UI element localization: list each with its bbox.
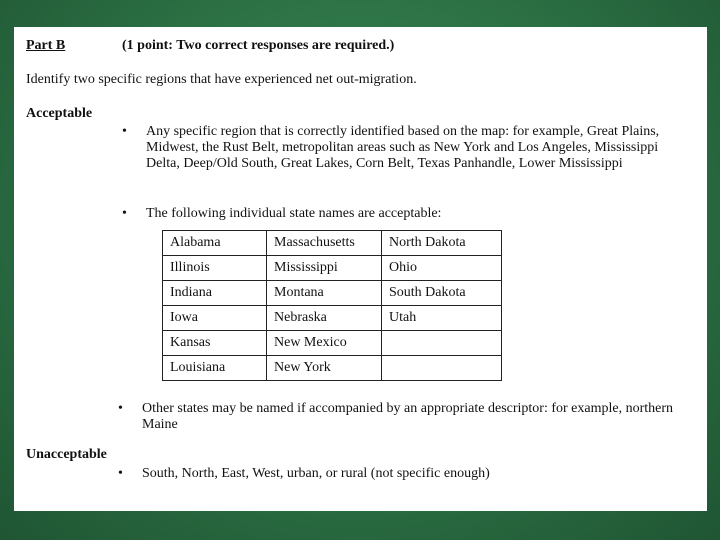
scoring-guide <box>26 38 696 481</box>
table-row <box>163 231 502 256</box>
states-table <box>162 230 502 381</box>
table-row <box>163 306 502 331</box>
table-cell: North Dakota <box>382 231 502 256</box>
table-cell: Louisiana <box>163 356 267 381</box>
table-cell: Illinois <box>163 256 267 281</box>
table-cell <box>382 356 502 381</box>
table-cell: Montana <box>267 281 382 306</box>
part-heading <box>26 38 696 56</box>
table-cell: Nebraska <box>267 306 382 331</box>
slide-page <box>14 27 707 511</box>
bullet-text: The following individual state names are acceptable: <box>146 206 442 221</box>
table-cell: Kansas <box>163 331 267 356</box>
point-note: (1 point: Two correct responses are required.) <box>122 38 395 53</box>
bullet-dot: • <box>118 466 123 481</box>
table-row <box>163 331 502 356</box>
bullet-text: Other states may be named if accompanied by an appropriate descriptor: for example, northern Maine <box>142 401 674 432</box>
table-cell: Ohio <box>382 256 502 281</box>
table-cell: Alabama <box>163 231 267 256</box>
part-label: Part B <box>26 38 66 53</box>
bullet-text: South, North, East, West, urban, or rural (not specific enough) <box>142 466 490 481</box>
table-row <box>163 281 502 306</box>
table-cell: Massachusetts <box>267 231 382 256</box>
table-cell: New York <box>267 356 382 381</box>
question-prompt: Identify two specific regions that have experienced net out-migration. <box>26 72 417 87</box>
bullet-dot: • <box>122 206 127 221</box>
table-cell: South Dakota <box>382 281 502 306</box>
table-cell <box>382 331 502 356</box>
table-row <box>163 356 502 381</box>
table-cell: Indiana <box>163 281 267 306</box>
bullet-text: Any specific region that is correctly identified based on the map: for example, Great Plains, Midwest, the Rust Belt, metropolitan areas such as New York and Los Angeles, Mississippi Delta, Deep/Old South, Great Lakes, Corn Belt, Texas Panhandle, Lower Mississippi <box>146 124 660 171</box>
table-cell: New Mexico <box>267 331 382 356</box>
unacceptable-label: Unacceptable <box>26 447 107 462</box>
acceptable-label: Acceptable <box>26 106 93 121</box>
bullet-dot: • <box>122 124 127 139</box>
table-cell: Iowa <box>163 306 267 331</box>
table-cell: Mississippi <box>267 256 382 281</box>
table-cell: Utah <box>382 306 502 331</box>
table-row <box>163 256 502 281</box>
bullet-dot: • <box>118 401 123 416</box>
